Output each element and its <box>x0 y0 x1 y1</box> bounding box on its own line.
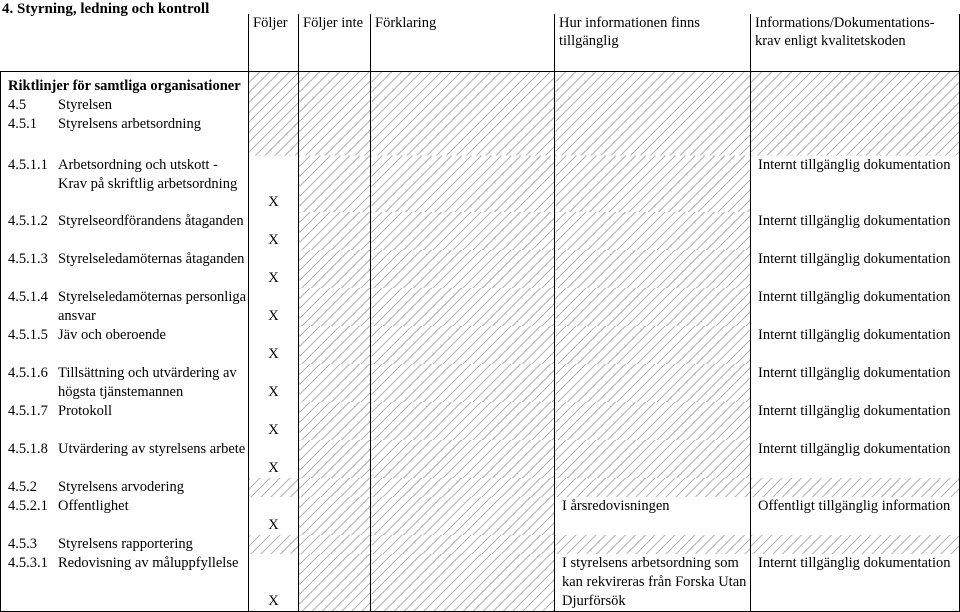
item-text: Styrelseledamöternas personliga ansvar <box>58 289 247 324</box>
item-text: Styrelseordförandens åtaganden <box>58 213 244 229</box>
foljer-mark: X <box>249 554 299 612</box>
section-title: Styrelsens rapportering <box>58 536 193 552</box>
krav-text: Internt tillgänglig dokumentation <box>751 364 960 402</box>
col-hur-info: Hur informationen finns tillgänglig <box>555 14 751 71</box>
section-number: 4.5.1 <box>8 115 37 132</box>
section-title: Styrelsens arvodering <box>58 479 185 495</box>
item-number: 4.5.1.6 <box>8 365 48 381</box>
krav-text: Internt tillgänglig dokumentation <box>751 288 960 326</box>
foljer-mark: X <box>249 326 299 364</box>
table-row <box>1 156 960 212</box>
section-number: 4.5 <box>8 96 27 113</box>
krav-text: Offentligt tillgänglig information <box>751 497 960 535</box>
section-title: Styrelsen <box>58 96 112 113</box>
item-text: Tillsättning och utvärdering av högsta tjänstemannen <box>58 365 237 400</box>
section-title: Styrelsens arbetsordning <box>58 115 201 132</box>
table-row <box>1 326 960 364</box>
col-krav: Informations/Dokumentations-krav enligt kvalitetskoden <box>751 14 960 71</box>
col-foljer: Följer <box>249 14 299 71</box>
header-row <box>1 14 960 71</box>
table-row <box>1 212 960 250</box>
col-forklaring: Förklaring <box>371 14 555 71</box>
foljer-mark: X <box>249 156 299 212</box>
section-number: 4.5.2 <box>8 479 37 495</box>
item-number: 4.5.1.2 <box>8 213 48 229</box>
hur-text: I styrelsens arbetsordning som kan rekvireras från Forska Utan Djurförsök <box>555 554 751 612</box>
governance-table <box>0 14 960 612</box>
intro-title: Riktlinjer för samtliga organisationer <box>8 77 241 94</box>
table-row <box>1 554 960 612</box>
foljer-mark: X <box>249 364 299 402</box>
item-text: Jäv och oberoende <box>58 327 166 343</box>
section-heading: 4. Styrning, ledning och kontroll <box>2 1 210 17</box>
item-number: 4.5.1.1 <box>8 157 48 173</box>
item-number: 4.5.1.5 <box>8 327 48 343</box>
table-row <box>1 288 960 326</box>
table-row <box>1 364 960 402</box>
item-text: Protokoll <box>58 403 112 419</box>
item-number: 4.5.3.1 <box>8 555 48 571</box>
subsection-row <box>1 478 960 497</box>
item-text: Styrelseledamöternas åtaganden <box>58 251 245 267</box>
item-number: 4.5.1.4 <box>8 289 48 305</box>
krav-text: Internt tillgänglig dokumentation <box>751 440 960 478</box>
krav-text: Internt tillgänglig dokumentation <box>751 250 960 288</box>
item-text: Offentlighet <box>58 498 129 514</box>
krav-text: Internt tillgänglig dokumentation <box>751 212 960 250</box>
item-number: 4.5.2.1 <box>8 498 48 514</box>
foljer-mark: X <box>249 402 299 440</box>
table-row <box>1 440 960 478</box>
item-text: Arbetsordning och utskott - Krav på skriftlig arbetsordning <box>58 157 238 192</box>
foljer-mark: X <box>249 212 299 250</box>
item-text: Utvärdering av styrelsens arbete <box>58 441 246 457</box>
krav-text: Internt tillgänglig dokumentation <box>751 402 960 440</box>
hur-text: I årsredovisningen <box>555 497 751 535</box>
foljer-mark: X <box>249 497 299 535</box>
item-number: 4.5.1.3 <box>8 251 48 267</box>
krav-text: Internt tillgänglig dokumentation <box>751 326 960 364</box>
item-number: 4.5.1.8 <box>8 441 48 457</box>
krav-text: Internt tillgänglig dokumentation <box>751 156 960 212</box>
item-number: 4.5.1.7 <box>8 403 48 419</box>
table-row <box>1 250 960 288</box>
foljer-mark: X <box>249 250 299 288</box>
foljer-mark: X <box>249 440 299 478</box>
subsection-row <box>1 535 960 554</box>
intro-row <box>1 71 960 156</box>
table-row <box>1 497 960 535</box>
item-text: Redovisning av måluppfyllelse <box>58 555 239 571</box>
foljer-mark: X <box>249 288 299 326</box>
krav-text: Internt tillgänglig dokumentation <box>751 554 960 612</box>
col-foljer-inte: Följer inte <box>299 14 371 71</box>
section-number: 4.5.3 <box>8 536 37 552</box>
table-row <box>1 402 960 440</box>
